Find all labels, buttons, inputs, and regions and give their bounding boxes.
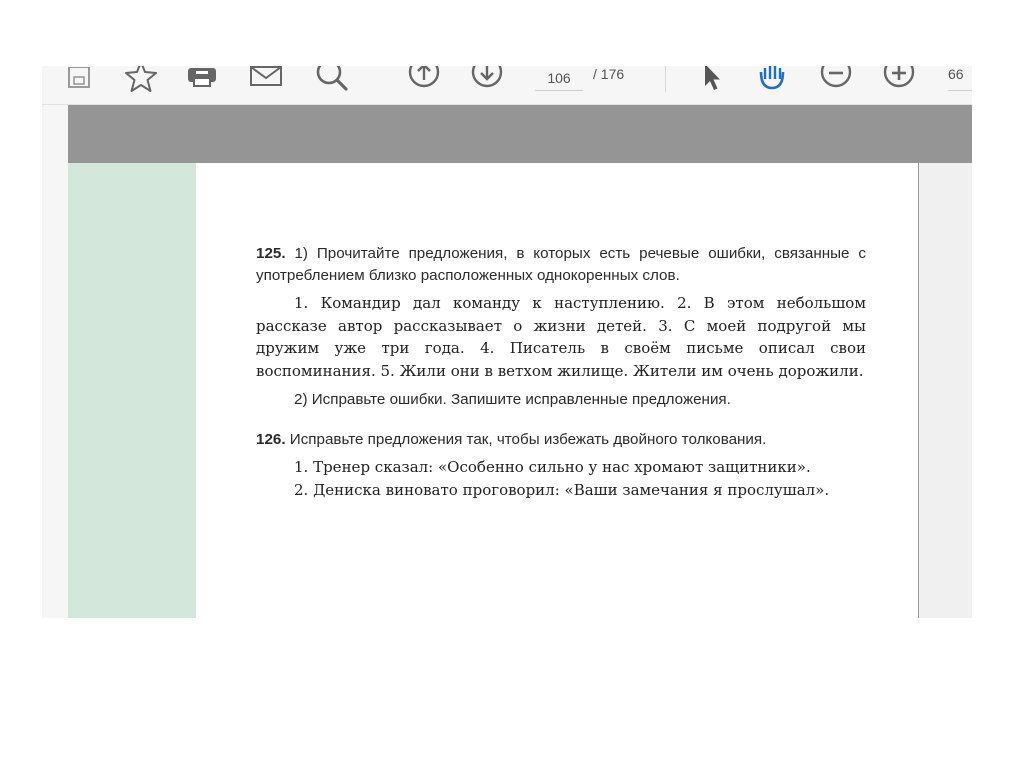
page-up-icon[interactable] xyxy=(407,66,441,92)
save-icon[interactable] xyxy=(64,66,94,92)
document-page xyxy=(196,163,919,618)
page-down-icon[interactable] xyxy=(470,66,504,92)
bookmark-star-icon[interactable] xyxy=(124,66,158,92)
exercise-126-sentence-1: 1. Тренер сказал: «Особенно сильно у нас хромают защитники». xyxy=(294,458,811,476)
email-icon[interactable] xyxy=(248,66,284,92)
exercise-125-number: 125. xyxy=(256,245,286,262)
toolbar xyxy=(42,66,972,105)
zoom-in-icon[interactable] xyxy=(882,66,916,92)
document-area[interactable] xyxy=(68,163,972,618)
print-icon[interactable] xyxy=(185,66,219,92)
exercise-126-sentence-2: 2. Дениска виновато проговорил: «Ваши замечания я прослушал». xyxy=(294,480,830,499)
page-text xyxy=(256,243,866,501)
exercise-125-task2: 2) Исправьте ошибки. Запишите исправленные предложения. xyxy=(294,391,731,408)
current-page-input[interactable] xyxy=(535,66,583,91)
pdf-viewer-window xyxy=(42,66,972,618)
exercise-125-task: 1) Прочитайте предложения, в которых есть речевые ошибки, связанные с употреблением близко расположенных однокоренных слов. xyxy=(256,245,866,284)
search-icon[interactable] xyxy=(314,66,350,92)
exercise-126-number: 126. xyxy=(256,431,286,448)
page-total-label: / 176 xyxy=(593,66,625,82)
toolbar-divider xyxy=(665,66,666,92)
zoom-out-icon[interactable] xyxy=(819,66,853,92)
exercise-125-sentences: 1. Командир дал команду к наступлению. 2. В этом небольшом рассказе автор рассказывает о жизни детей. 3. С моей подругой мы дружим уже три года. 4. Писатель в своём письме описал свои воспоминания. 5. Жили они в ветхом жилище. Жители им очень дорожили. xyxy=(256,294,866,380)
viewer-gray-band xyxy=(68,105,972,163)
page-margin-strip xyxy=(68,163,196,618)
exercise-126-instruction xyxy=(256,429,866,451)
zoom-level-field[interactable]: 66 xyxy=(948,66,972,91)
exercise-125-instruction xyxy=(256,243,866,287)
hand-tool-icon[interactable] xyxy=(754,66,790,92)
select-cursor-icon[interactable] xyxy=(697,66,727,92)
exercise-126-task: Исправьте предложения так, чтобы избежать двойного толкования. xyxy=(289,431,767,448)
